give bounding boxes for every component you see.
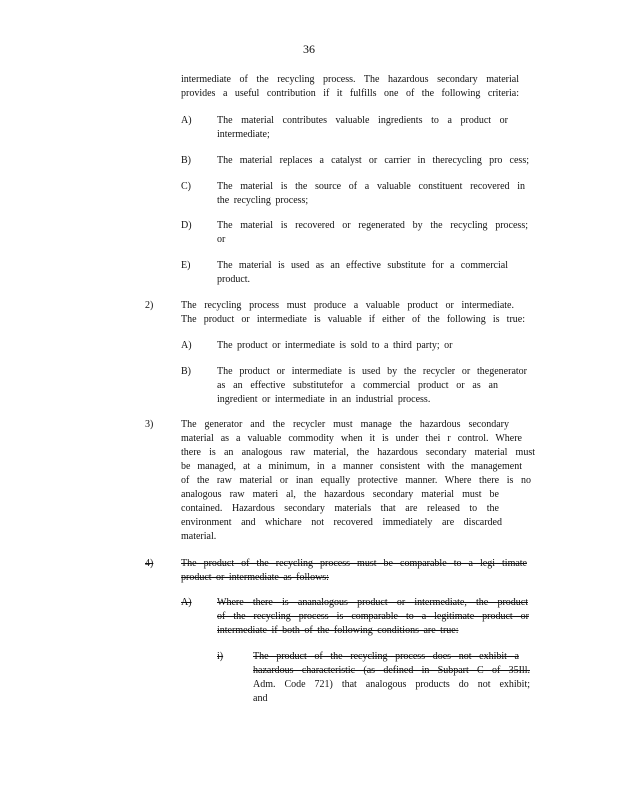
sub-sub-item-text: and bbox=[253, 693, 268, 704]
item-text: of the raw material or inan equally protective manner. Where there is no bbox=[181, 475, 531, 486]
intro-line: provides a useful contribution if it fulfills one of the following criteria: bbox=[181, 88, 519, 99]
criterion-label: D) bbox=[181, 220, 192, 231]
item-label: 3) bbox=[145, 419, 154, 430]
sub-item-text: The product or intermediate is sold to a third party; or bbox=[217, 340, 453, 351]
criterion-label: B) bbox=[181, 155, 191, 166]
item-label: 4) bbox=[145, 558, 154, 569]
criterion-text: The material is used as an effective substitute for a commercial bbox=[217, 260, 508, 271]
criterion-label: A) bbox=[181, 115, 192, 126]
criterion-label: E) bbox=[181, 260, 191, 271]
item-text: be managed, at a minimum, in a manner consistent with the management bbox=[181, 461, 522, 472]
item-text: contained. Hazardous secondary materials that are released to the bbox=[181, 503, 499, 514]
sub-sub-item-text: Adm. Code 721) that analogous products do not exhibit; bbox=[253, 679, 530, 690]
item-text: The recycling process must produce a valuable product or intermediate. bbox=[181, 300, 514, 311]
criterion-text: The material is recovered or regenerated by the recycling process; bbox=[217, 220, 528, 231]
item-text: there is an analogous raw material, the hazardous secondary material must bbox=[181, 447, 535, 458]
item-text: The product or intermediate is valuable if either of the following is true: bbox=[181, 314, 525, 325]
sub-sub-item-text: hazardous characteristic (as defined in Subpart C of 35Ill. bbox=[253, 665, 530, 676]
item-text: The product of the recycling process must be comparable to a legi timate bbox=[181, 558, 527, 569]
criterion-text: The material contributes valuable ingredients to a product or bbox=[217, 115, 508, 126]
item-text: environment and whichare not recovered immediately are discarded bbox=[181, 517, 502, 528]
criterion-text: The material is the source of a valuable constituent recovered in bbox=[217, 181, 525, 192]
item-label: 2) bbox=[145, 300, 154, 311]
sub-sub-item-label: i) bbox=[217, 651, 224, 662]
page-number: 36 bbox=[303, 42, 315, 56]
criterion-text: The material replaces a catalyst or carrier in therecycling pro cess; bbox=[217, 155, 529, 166]
sub-item-label: A) bbox=[181, 340, 192, 351]
sub-item-text: as an effective substitutefor a commercial product or as an bbox=[217, 380, 498, 391]
sub-item-text: Where there is ananalogous product or intermediate, the product bbox=[217, 597, 528, 608]
item-text: material as a valuable commodity when it is under thei r control. Where bbox=[181, 433, 522, 444]
sub-item-label: B) bbox=[181, 366, 191, 377]
item-text: material. bbox=[181, 531, 217, 542]
sub-item-text: intermediate if both of the following conditions are true: bbox=[217, 625, 459, 636]
sub-sub-item-text: The product of the recycling process does not exhibit a bbox=[253, 651, 519, 662]
sub-item-label: A) bbox=[181, 597, 192, 608]
criterion-text: intermediate; bbox=[217, 129, 270, 140]
item-text: product or intermediate as follows: bbox=[181, 572, 329, 583]
criterion-label: C) bbox=[181, 181, 191, 192]
criterion-text: product. bbox=[217, 274, 251, 285]
criterion-text: the recycling process; bbox=[217, 195, 309, 206]
sub-item-text: of the recycling process is comparable to a legitimate product or bbox=[217, 611, 529, 622]
sub-item-text: The product or intermediate is used by the recycler or thegenerator bbox=[217, 366, 527, 377]
intro-line: intermediate of the recycling process. The hazardous secondary material bbox=[181, 74, 519, 85]
item-text: analogous raw materi al, the hazardous secondary material must be bbox=[181, 489, 499, 500]
sub-item-text: ingredient or intermediate in an industrial process. bbox=[217, 394, 431, 405]
criterion-text: or bbox=[217, 234, 226, 245]
item-text: The generator and the recycler must manage the hazardous secondary bbox=[181, 419, 509, 430]
